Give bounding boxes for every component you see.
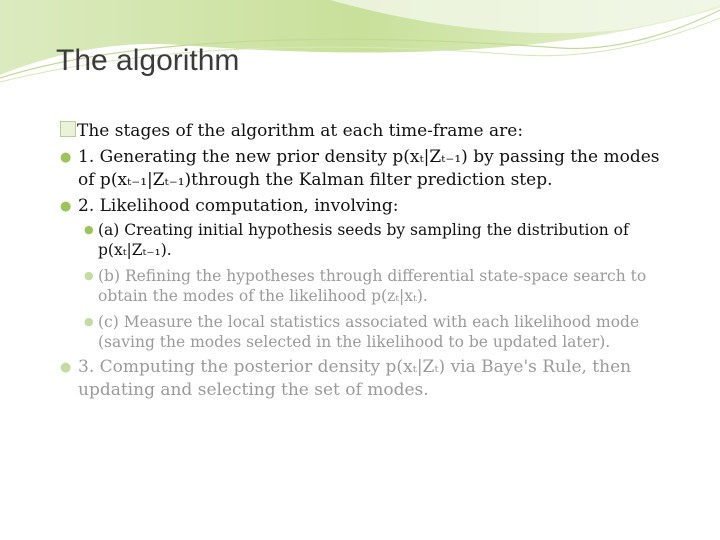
- sub-item-a: [60, 220, 660, 260]
- placeholder-icon: [60, 121, 76, 137]
- list-item-1: [60, 146, 660, 192]
- bullet-icon: ●: [60, 199, 72, 214]
- sub-item-b: [60, 266, 660, 306]
- bullet-icon: ●: [60, 150, 72, 165]
- list-item-3: [60, 356, 660, 402]
- slide-title: The algorithm: [56, 44, 240, 77]
- item-3-text: 3. Computing the posterior density p(xₜ|Zₜ) via Baye's Rule, then updating and selecting the set of modes.: [78, 357, 632, 400]
- sub-item-a-text: (a) Creating initial hypothesis seeds by sampling the distribution of p(xₜ|Zₜ₋₁).: [98, 221, 629, 259]
- bullet-icon: ●: [60, 360, 72, 375]
- slide-body: [60, 120, 660, 402]
- bullet-icon: ●: [84, 315, 94, 328]
- bullet-icon: ●: [84, 269, 94, 282]
- sub-item-c: [60, 312, 660, 352]
- intro-line: [60, 120, 660, 143]
- item-2-text: 2. Likelihood computation, involving:: [78, 196, 399, 216]
- sub-item-c-text: (c) Measure the local statistics associated with each likelihood mode (saving the modes selected in the likelihood to be updated later).: [98, 313, 640, 351]
- intro-text: The stages of the algorithm at each time-frame are:: [77, 121, 524, 141]
- list-item-2: [60, 195, 660, 218]
- bullet-icon: ●: [84, 223, 94, 236]
- item-1-text: 1. Generating the new prior density p(xₜ|Zₜ₋₁) by passing the modes of p(xₜ₋₁|Zₜ₋₁)through the Kalman filter prediction step.: [78, 147, 660, 190]
- sub-item-b-text: (b) Refining the hypotheses through differential state-space search to obtain the modes of the likelihood p(zₜ|xₜ).: [98, 267, 647, 305]
